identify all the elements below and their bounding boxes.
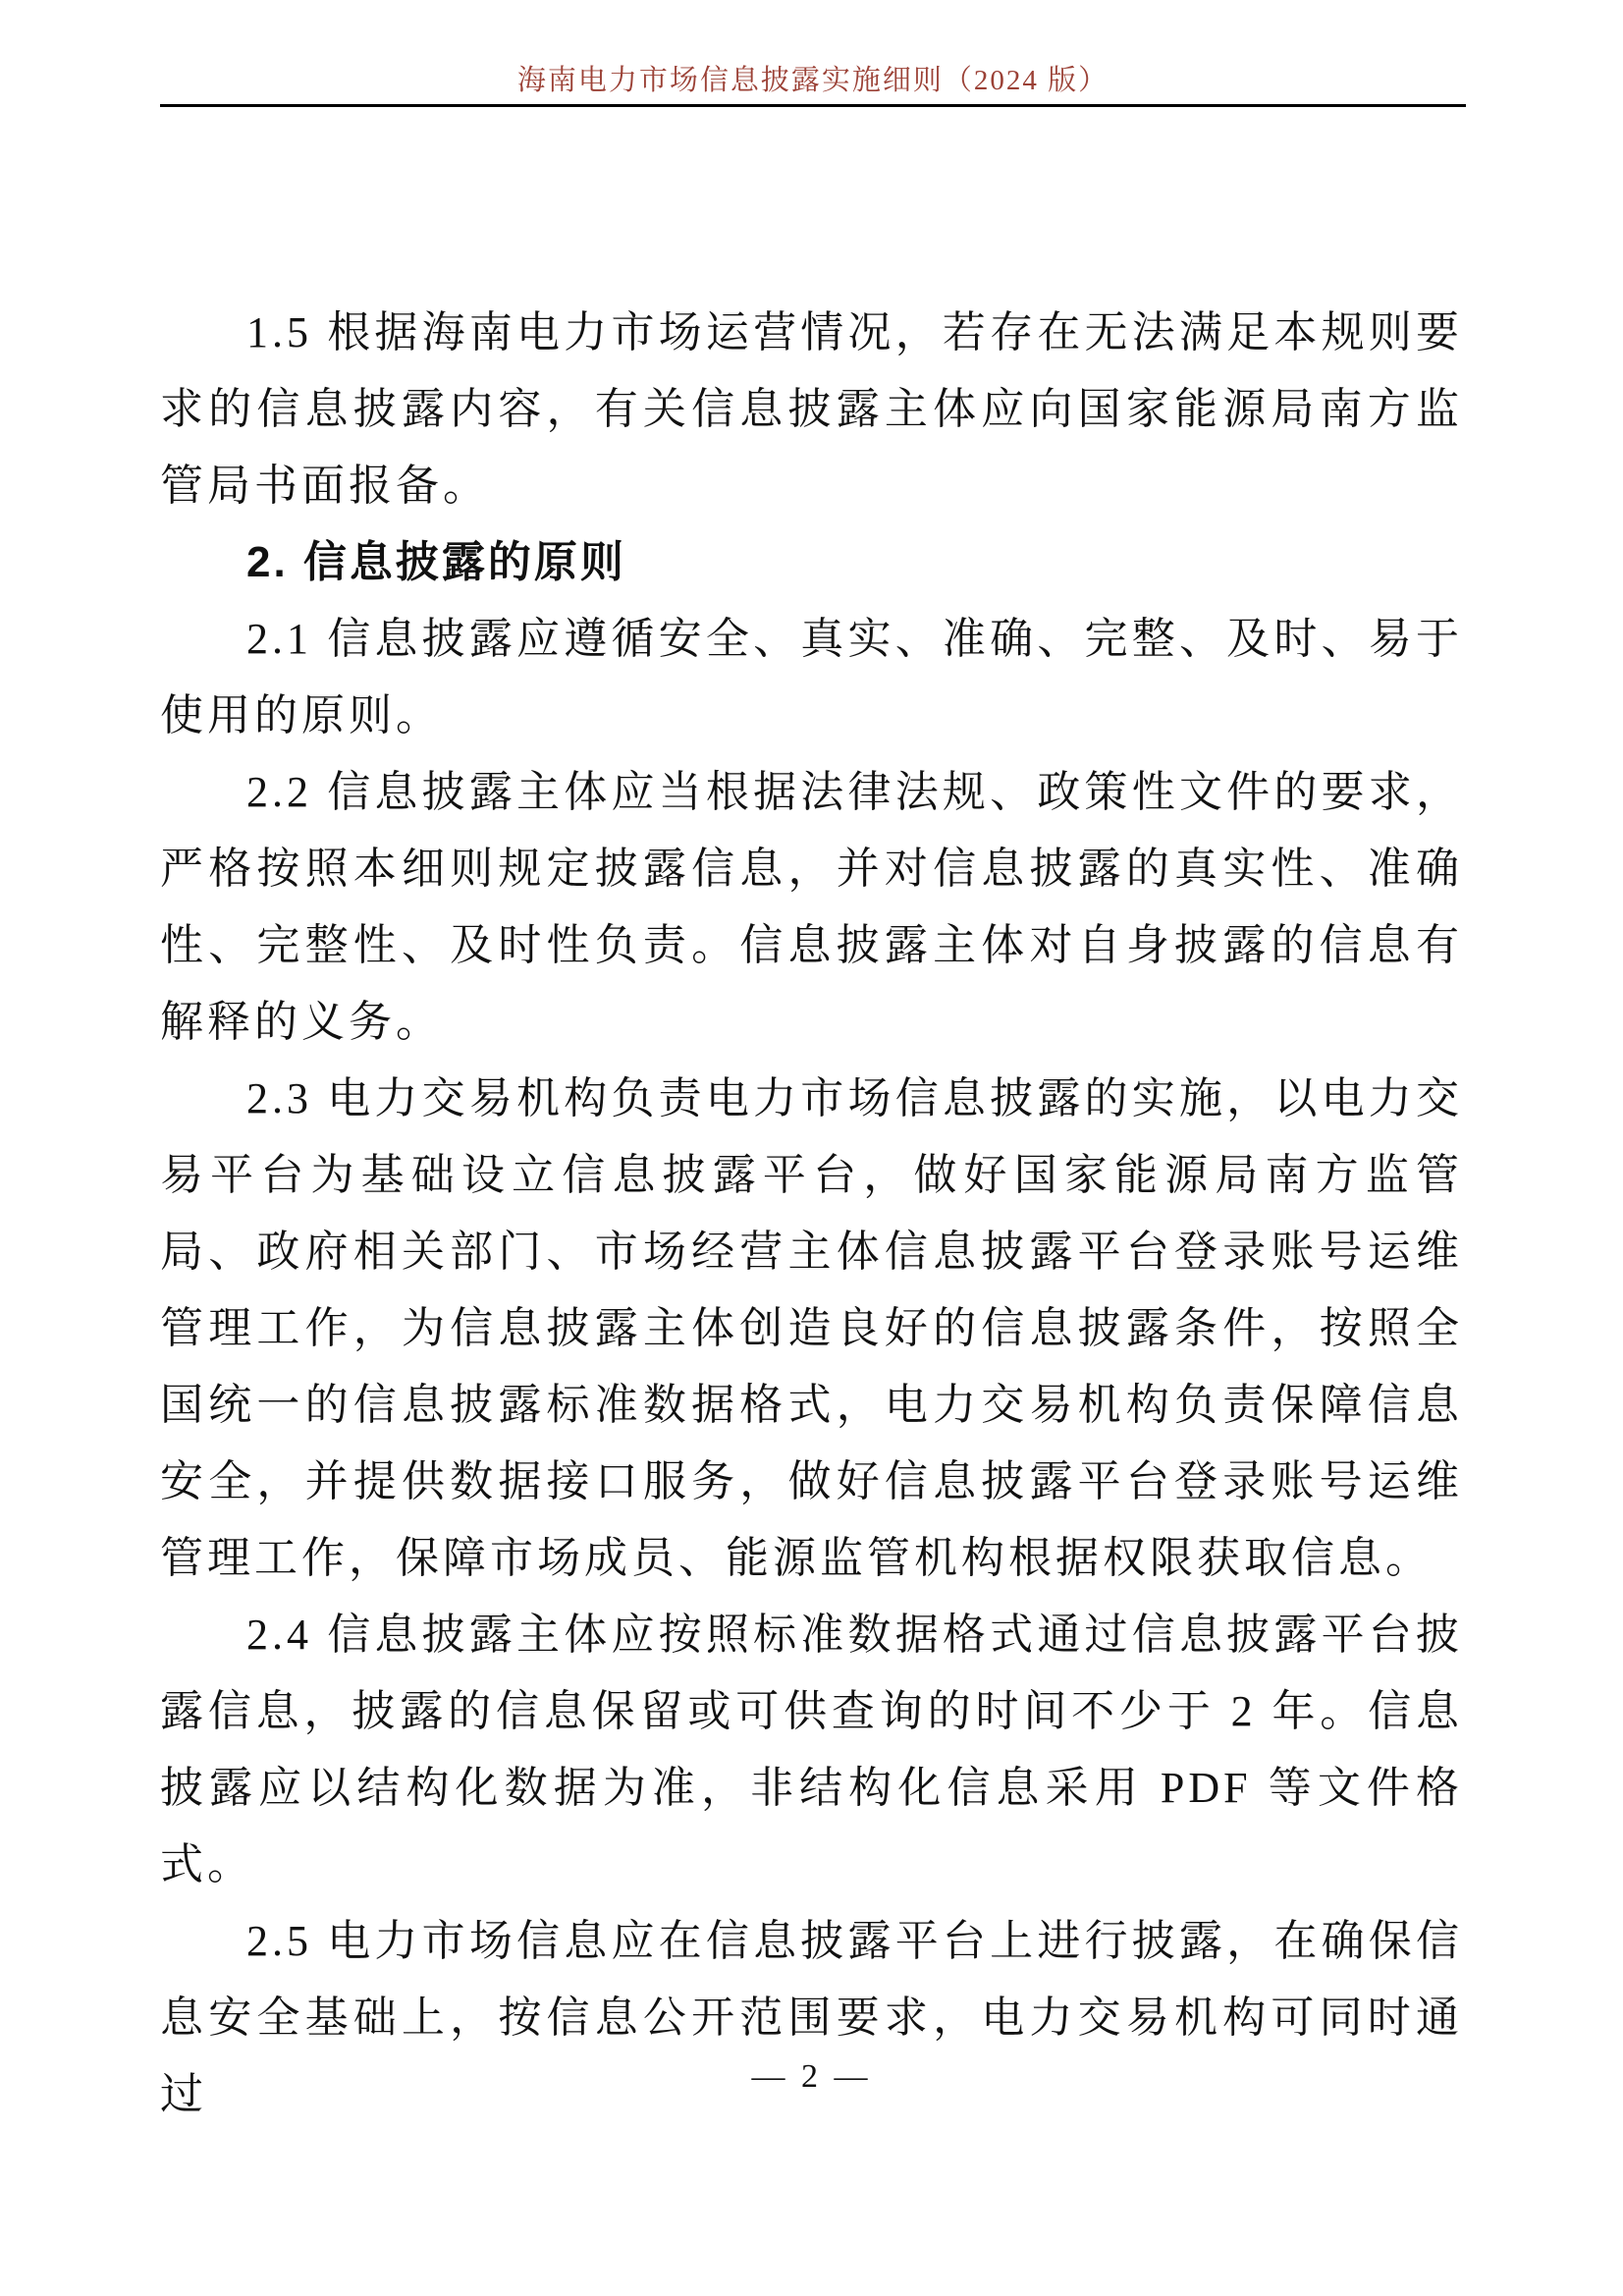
section-heading: 2. 信息披露的原则 bbox=[246, 538, 626, 586]
paragraph: 2.1 信息披露应遵循安全、真实、准确、完整、及时、易于使用的原则。 bbox=[160, 615, 1463, 739]
paragraph: 2.3 电力交易机构负责电力市场信息披露的实施，以电力交易平台为基础设立信息披露平台，做好国家能源局南方监管局、政府相关部门、市场经营主体信息披露平台登录账号运维管理工作，为信息披露主体创造良好的信息披露条件，按照全国统一的信息披露标准数据格式，电力交易机构负责保障信息安全，并提供数据接口服务，做好信息披露平台登录账号运维管理工作，保障市场成员、能源监管机构根据权限获取信息。 bbox=[160, 1074, 1463, 1582]
running-header-title: 海南电力市场信息披露实施细则（2024 版） bbox=[516, 65, 1109, 96]
paragraph: 2.2 信息披露主体应当根据法律法规、政策性文件的要求，严格按照本细则规定披露信息，并对信息披露的真实性、准确性、完整性、及时性负责。信息披露主体对自身披露的信息有解释的义务。 bbox=[160, 768, 1463, 1046]
document-body bbox=[160, 295, 1463, 2133]
paragraph: 2.5 电力市场信息应在信息披露平台上进行披露，在确保信息安全基础上，按信息公开范围要求，电力交易机构可同时通过 bbox=[160, 1917, 1463, 2118]
page-number: — 2 — bbox=[751, 2058, 872, 2095]
paragraph: 2.4 信息披露主体应按照标准数据格式通过信息披露平台披露信息，披露的信息保留或可供查询的时间不少于 2 年。信息披露应以结构化数据为准，非结构化信息采用 PDF 等文件格式。 bbox=[160, 1611, 1463, 1888]
header-rule bbox=[160, 104, 1466, 107]
paragraph: 1.5 根据海南电力市场运营情况，若存在无法满足本规则要求的信息披露内容，有关信息披露主体应向国家能源局南方监管局书面报备。 bbox=[160, 308, 1463, 510]
